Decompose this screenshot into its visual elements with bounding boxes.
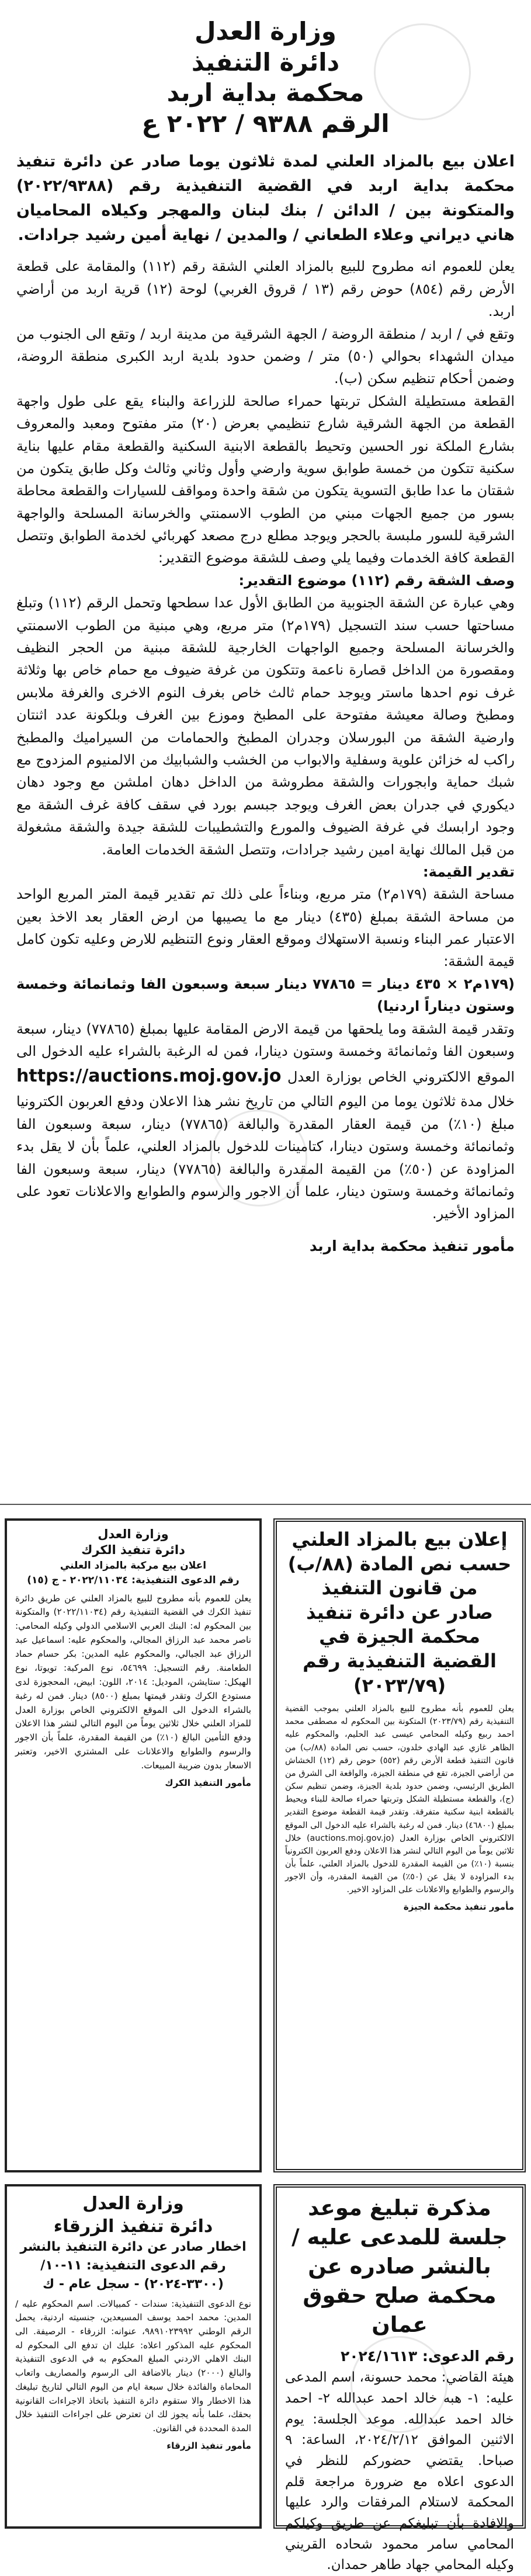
court-title: محكمة بداية اربد — [166, 78, 365, 107]
notice-signature: مأمور تنفيذ محكمة بداية اربد — [309, 1237, 515, 1254]
notice-lead: اعلان بيع بالمزاد العلني لمدة ثلاثون يوما صادر عن دائرة تنفيذ محكمة بداية اربد في القضية التنفيذية رقم (٢٠٢٢/٩٣٨٨) والمتكونة بين / الدائن / بنك لبنان والمهجر وكيلاه المحاميان هاني ديراني وعلاء الطعاني / والمدين / نهاية أمين رشيد جرادات. — [16, 152, 515, 244]
notice-paragraph: القطعة مستطيلة الشكل تربتها حمراء صالحة للزراعة والبناء يقع على طول واجهة القطعة من الجهة الشرقية شارع تنظيمي بعرض (٢٠) متر مفتوح ومعبد والمعروف بشارع الملكة نور الحسين وتحيط بالقطعة الابنية السكنية والقطعة مقام عليها بناية سكنية تتكون من خمسة طوابق سوية وارضي وأول وثاني وثالث وكل طابق يتكون من شقتان ما عدا طابق التسوية يتكون من شقة واحدة ومواقف للسيارات والقطعة محاطة بسور من جميع الجهات مبني من الطوب الاسمنتي والخرسانة المسلحة والواجهة الشرقية للسور ملبسة بالحجر ويوجد مطلع درج مصعد كهربائي لخدمة الطوابق وتتصل القطعة كافة الخدمات وفيما يلي وصف للشقة موضوع التقدير: — [16, 392, 515, 566]
section-divider — [0, 1504, 531, 1505]
box-case-number: رقم الدعوى التنفيذية: ١١-١٠/ (٣٣٠٠-٢٠٢٤) - سجل عام - ك — [40, 2258, 226, 2292]
watermark-seal-icon — [350, 2336, 447, 2433]
watermark-seal-icon — [374, 23, 471, 120]
box-title: وزارة العدل — [82, 2193, 184, 2214]
box-case-number: رقم الدعوى: ٢٠٢٤/١٦١٣ — [340, 2347, 514, 2365]
box-signature: مأمور تنفيذ محكمة الجيزة — [403, 1901, 514, 1912]
box-title: إعلان بيع بالمزاد العلني — [291, 1528, 508, 1551]
notice-text: خلال مدة ثلاثون يوما من اليوم التالي من تاريخ نشر هذا الاعلان ودفع العربون الكترونيا مبلغ (١٠٪) من قيمة العقار المقدرة والبالغة (٧٧٨٦٥) دينار، سبعة وسبعون الفا وثمانمائة وخمسة وستون دينارا، كتامينات للدخول بالمزاد العلني، علماً بأن لا يقل بدء المزاودة عن (٥٠٪) من القيمة المقدرة والبالغة (٧٧٨٦٥) دينار، سبعة وسبعون الفا وثمانمائة وخمسة وستون دينار، علما أن الاجور والرسوم والطوابع والاعلانات تعود على المزاود الأخير. — [16, 1093, 515, 1222]
notice-paragraph: وهي عبارة عن الشقة الجنوبية من الطابق الأول عدا سطحها وتحمل الرقم (١١٢) وتبلغ مساحتها حسب سند التسجيل (١٧٩م٢) متر مربع، وهي مبنية من الطوب الاسمنتي والخرسانة المسلحة وجميع الواجهات الخارجية للشقة مبنية من الحجر النظيف ومقصورة من الداخل قصارة ناعمة وتتكون من غرفة ضيوف مع حمام خاص بها وثلاثة غرف نوم احدها ماستر ويوجد حمام ثالث خاص بغرف النوم الاخرى والغرفة ملابس ومطبخ وصالة معيشة مفتوحة على المطبخ وموزع بين الغرف وبلكونة عدد اثنتان وارضية الشقة من البورسلان وجدران المطبخ والحمامات من السيراميك والمطبخ راكب له خزائن علوية وسفلية والابواب من الخشب والشبابيك من الالمنيوم المزدوج مع شبك حماية وابجورات والشقة مطروشة من الداخل دهان املشن مع وجود دهان ديكوري في جدران بعض الغرف ويوجد جبسم بورد في سقف كافة غرف الشقة مع وجود ارابسك في غرفة الضيوف والمورع والتشطيبات للشقة جيدة والشقة مشغولة من قبل المالك نهاية امين رشيد جرادات، وتتصل الشقة الخدمات العامة. — [16, 595, 515, 858]
case-number: الرقم ٩٣٨٨ / ٢٠٢٢ ع — [141, 109, 390, 138]
box-body: يعلن للعموم بأنه مطروح للبيع بالمزاد العلني عن طريق دائرة تنفيذ الكرك في القضية التنفيذية رقم (٢٠٢٢/١١٠٣٤) والمتكونة بين المحكوم له: البنك العربي الاسلامي الدولي وكيله المحامي: ناصر محمد عبد الرزاق المجالي، والمحكوم عليه: اسماعيل عبد الرزاق عبد الجبالي، والمحكوم عليه المدين: بكر حسام حماد الطعامنة. رقم التسجيل: ٥٤٦٩٩، نوع المركبة: تويوتا، نوع الهيكل: ستايشن، الموديل: ٢٠١٤، اللون: ابيض، المحجوزة لدى مستودع الكرك وتقدر قيمتها بمبلغ (٨٥٠٠) دينار. فمن له رغبة بالشراء الدخول الى الموقع الالكتروني الخاص بوزارة العدل للمزاد العلني خلال ثلاثين يوماً من اليوم التالي لنشر هذا الاعلان ودفع التأمين البالغ (١٠٪) من القيمة المقدرة، علماً بأن الاجور والرسوم والطوابع والاعلانات على المشتري الاخير، وتعتبر الاسعار بدون ضريبة المبيعات. — [15, 1593, 251, 1771]
box-signature: مأمور التنفيذ الكرك — [165, 1777, 251, 1788]
jiza-auction-notice — [273, 1518, 526, 2172]
watermark-seal-icon — [210, 1110, 307, 1207]
box-body: يعلن للعموم بأنه مطروح للبيع بالمزاد العلني بموجب القضية التنفيذية رقم (٢٠٢٣/٧٩) المتكونة بين المحكوم له مصطفى محمد احمد ربيع وكيله المحامي عيسى عبد الحليم، والمحكوم عليه الظاهر غازي عبد الهادي خلدون، حسب نص المادة (٨٨/ب) من قانون التنفيذ قطعة الأرض رقم (٥٥٢) حوض رقم (١٢) الخشاش من أراضي الجيزة، تقع في منطقة الجيزة، والواقعة الى الشرق من الطريق الرئيسي، وضمن حدود بلدية الجيزة، وضمن تنظيم سكن (ج)، والقطعة مستطيلة الشكل وتربتها حمراء صالحة للبناء ويحيط بالقطعة ابنية سكنية متفرقة. وتقدر قيمة القطعة موضوع التقدير بمبلغ (٤٦٨٠٠) دينار. فمن له رغبة بالشراء عليه الدخول الى الموقع الالكتروني الخاص بوزارة العدل (auctions.moj.gov.jo) خلال ثلاثين يوماً من اليوم التالي لنشر هذا الاعلان ودفع العربون الكترونياً بنسبة (١٠٪) من القيمة المقدرة للدخول بالمزاد العلني، علماً بأن بدء المزاودة لا يقل عن (٥٠٪) من القيمة المقدرة، وأن الاجور والرسوم والطوابع والاعلانات على المزاود الاخير. — [285, 1704, 515, 1895]
valuation-formula: (١٧٩م٢ × ٤٣٥ دينار = ٧٧٨٦٥ دينار سبعة وسبعون الفا وثمانمائة وخمسة وستون ديناراً اردنيا) — [16, 975, 515, 1015]
box-signature: مأمور تنفيذ الزرقاء — [166, 2440, 251, 2451]
box-title: مذكرة تبليغ موعد جلسة للمدعى عليه / بالنشر صادره عن محكمة صلح حقوق عمان — [291, 2195, 508, 2337]
box-title: وزارة العدل — [98, 1527, 169, 1541]
department-title: دائرة التنفيذ — [191, 47, 340, 77]
karak-vehicle-auction-notice — [5, 1518, 262, 2172]
box-heading: اعلان بيع مركبة بالمزاد العلني — [60, 1559, 207, 1572]
auction-url-link[interactable]: https://auctions.moj.gov.jo — [16, 1066, 282, 1087]
ministry-title: وزارة العدل — [195, 17, 336, 46]
box-title: دائرة تنفيذ الكرك — [81, 1543, 185, 1558]
box-heading: اخطار صادر عن دائرة التنفيذ بالنشر — [20, 2240, 247, 2254]
notice-subheading: وصف الشقة رقم (١١٢) موضوع التقدير: — [238, 572, 515, 589]
box-body: هيئة القاضي: محمد حسونة، اسم المدعى عليه: ١- هبه خالد احمد عبدالله ٢- احمد خالد احمد عبدالله. موعد الجلسة: يوم الاثنين الموافق ٢٠٢٤/٢/١٢، الساعة: ٩ صباحا. يقتضي حضوركم للنظر في الدعوى اعلاه مع ضرورة مراجعة قلم المحكمة لاستلام المرفقات والرد عليها والافادة بأن تبليغكم عن طريق وكيلكم المحامي سامر محمود شحاده القريني وكيله المحامي جهاد طاهر حمدان. — [285, 2370, 515, 2573]
box-case-number: رقم الدعوى التنفيذية: ٢٠٢٢/١١٠٣٤ - ج (١٥) — [27, 1574, 240, 1587]
box-title: دائرة تنفيذ الزرقاء — [53, 2216, 213, 2237]
box-body: نوع الدعوى التنفيذية: سندات - كمبيالات. اسم المحكوم عليه / المدين: محمد احمد يوسف المسيعدين، جنسيته اردنية، يحمل الرقم الوطني ٩٨٩١٠٢٣٩٩٢، عنوانه: الزرقاء - الرصيفة. الى المحكوم عليه المذكور اعلاه: عليك ان تدفع الى المحكوم له البنك الاهلي الاردني المبلغ المحكوم به في الدعوى التنفيذية والبالغ (٢٠٠٠) دينار بالاضافة الى الرسوم والمصاريف واتعاب المحاماة والفائدة خلال سبعة ايام من اليوم التالي لتاريخ تبليغك هذا الاخطار والا ستقوم دائرة التنفيذ باتخاذ الاجراءات القانونية بحقك، علما بأنه يجوز لك ان تعترض على اجراءات التنفيذ خلال المدة المحددة في القانون. — [15, 2298, 251, 2434]
box-title: حسب نص المادة (٨٨/ب) من قانون التنفيذ — [287, 1552, 512, 1600]
notice-paragraph: مساحة الشقة (١٧٩م٢) متر مربع، وبناءاً على ذلك تم تقدير قيمة المتر المربع الواحد من مساحة الشقة بمبلغ (٤٣٥) دينار مع ما يصيبها من ارض العقار بعد الاخذ بعين الاعتبار عمر البناء ونسبة الاستهلاك وموقع العقار ونوع التنظيم للارض وعليه تكون كامل قيمة الشقة: — [16, 886, 515, 970]
box-title: صادر عن دائرة تنفيذ محكمة الجيزة في القضية التنفيذية رقم (٢٠٢٣/٧٩) — [303, 1601, 497, 1697]
notice-paragraph: وتقع في / اربد / منطقة الروضة / الجهة الشرقية من مدينة اربد / وتقع الى الجنوب من ميدان الشهداء بحوالي (٥٠) متر / وضمن حدود بلدية اربد الكبرى منطقة الروضة، وضمن أحكام تنظيم سكن (ب). — [16, 325, 515, 387]
zarqa-execution-notice — [5, 2184, 262, 2529]
notice-text: وتقدر قيمة الشقة وما يلحقها من قيمة الارض المقامة عليها بمبلغ (٧٧٨٦٥) دينار، سبعة وسبعون الفا وثمانمائة وخمسة وستون دينارا، فمن له الرغبة بالشراء عليه الدخول الى الموقع الالكتروني الخاص بوزارة العدل — [16, 1020, 515, 1086]
notice-paragraph: يعلن للعموم انه مطروح للبيع بالمزاد العلني الشقة رقم (١١٢) والمقامة على قطعة الأرض رقم (٨٥٤) حوض رقم (١٣ / قروق الغربي) لوحة (١٢) قرية اربد من أراضي اربد. — [16, 258, 515, 320]
notice-subheading: تقدير القيمة: — [423, 863, 515, 880]
